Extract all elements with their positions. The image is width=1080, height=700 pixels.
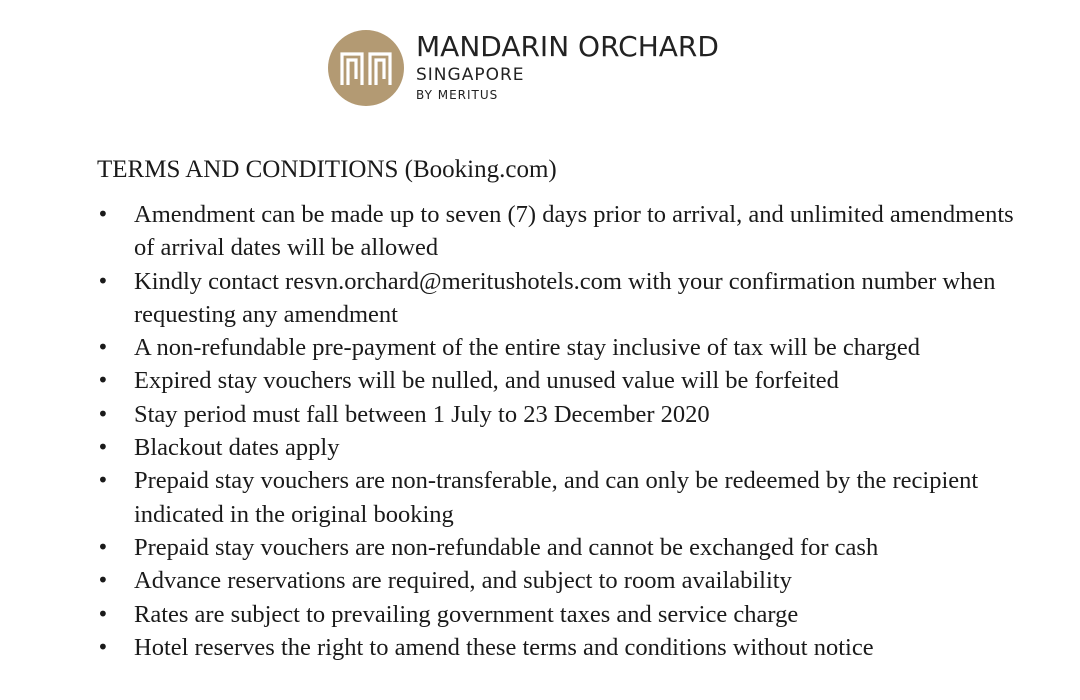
terms-list-item — [97, 564, 1017, 597]
brand-name: MANDARIN ORCHARD — [416, 30, 719, 63]
bullet-icon: • — [97, 534, 109, 559]
mandarin-orchard-logo-icon — [328, 30, 404, 106]
bullet-icon: • — [97, 268, 109, 293]
term-text: Hotel reserves the right to amend these terms and conditions without notice — [134, 633, 874, 661]
term-text: Advance reservations are required, and subject to room availability — [134, 567, 792, 595]
brand-city: SINGAPORE — [416, 65, 525, 85]
term-text: Stay period must fall between 1 July to 23 December 2020 — [134, 400, 710, 428]
hotel-header — [328, 30, 719, 106]
bullet-icon: • — [97, 335, 109, 360]
bullet-icon: • — [97, 568, 109, 593]
terms-list-item — [97, 531, 1017, 564]
terms-list — [97, 198, 1017, 664]
terms-list-item — [97, 331, 1017, 364]
term-text: Blackout dates apply — [134, 434, 340, 462]
bullet-icon: • — [97, 368, 109, 393]
terms-list-item — [97, 431, 1017, 464]
terms-list-item — [97, 464, 1017, 531]
term-text: Prepaid stay vouchers are non-refundable and cannot be exchanged for cash — [134, 533, 879, 561]
term-text: Prepaid stay vouchers are non-transferable, and can only be redeemed by the recipient indicated in the original booking — [134, 467, 979, 528]
terms-list-item — [97, 631, 1017, 664]
terms-list-item — [97, 265, 1017, 332]
term-text: A non-refundable pre-payment of the entire stay inclusive of tax will be charged — [134, 334, 920, 362]
term-text: Amendment can be made up to seven (7) days prior to arrival, and unlimited amendments of arrival dates will be allowed — [134, 201, 1014, 262]
terms-list-item — [97, 398, 1017, 431]
term-text: Rates are subject to prevailing government taxes and service charge — [134, 600, 799, 628]
bullet-icon: • — [97, 202, 109, 226]
bullet-icon: • — [97, 601, 109, 626]
bullet-icon: • — [97, 401, 109, 426]
terms-list-item — [97, 598, 1017, 631]
terms-list-item — [97, 364, 1017, 397]
bullet-icon: • — [97, 634, 109, 659]
term-text: Kindly contact resvn.orchard@meritushotels.com with your confirmation number when requesting any amendment — [134, 267, 996, 328]
logo-monogram-icon — [339, 48, 393, 88]
brand-sub: BY MERITUS — [416, 88, 499, 102]
bullet-icon: • — [97, 435, 109, 460]
brand-block — [416, 30, 719, 104]
terms-title: TERMS AND CONDITIONS (Booking.com) — [97, 156, 557, 183]
term-text: Expired stay vouchers will be nulled, and unused value will be forfeited — [134, 367, 839, 395]
terms-list-item — [97, 198, 1017, 265]
bullet-icon: • — [97, 468, 109, 493]
